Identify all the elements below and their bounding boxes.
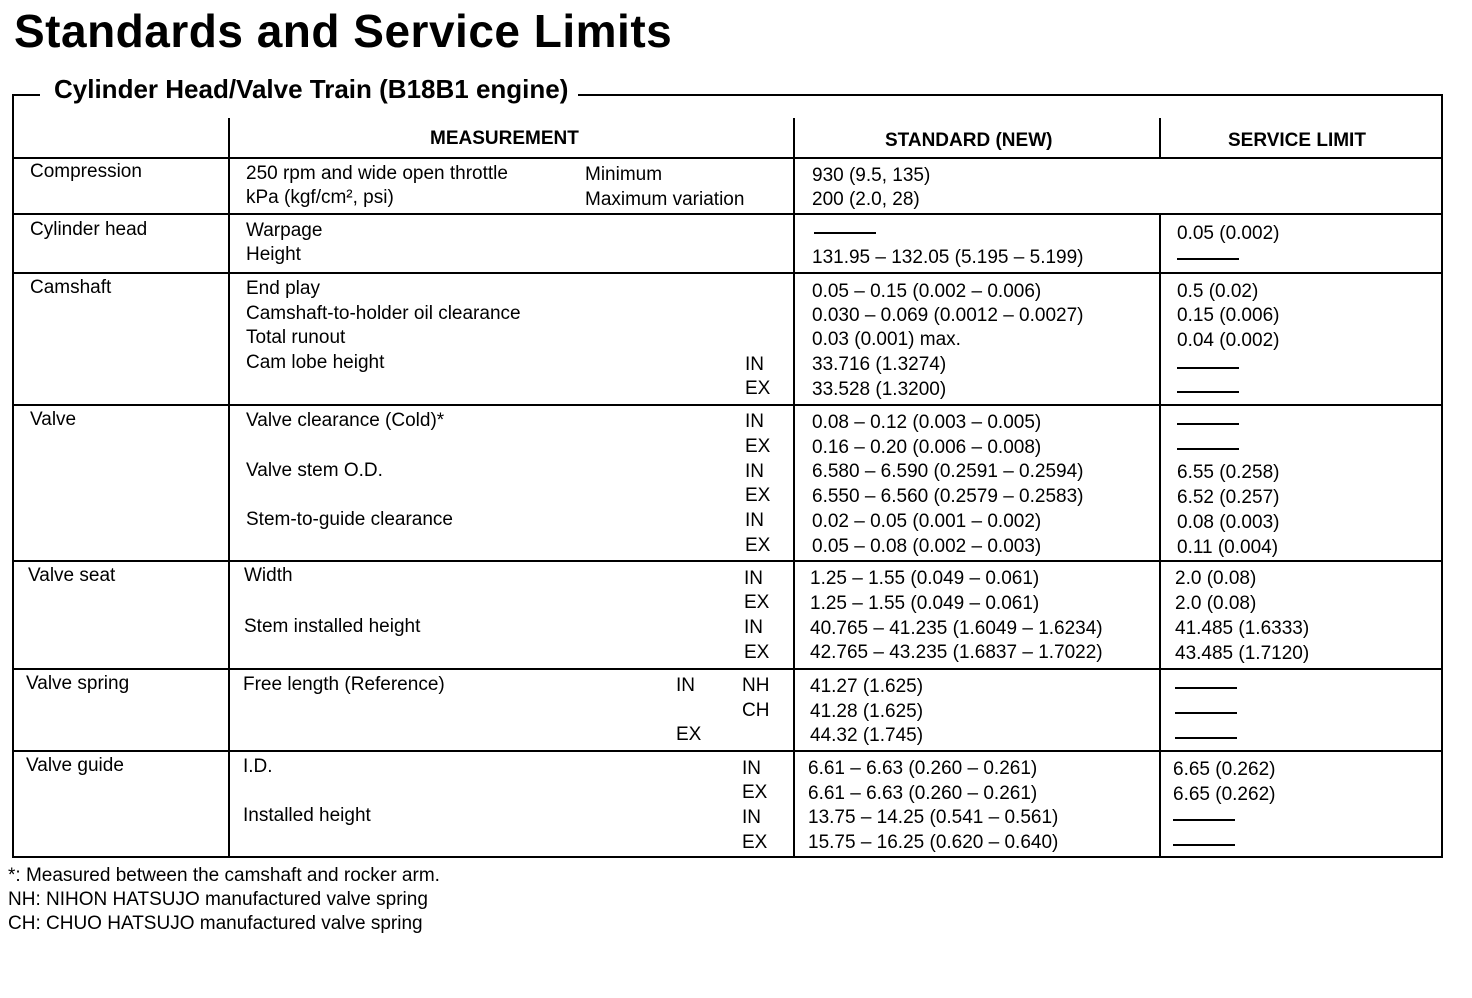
standard-value: 0.03 (0.001) max.	[812, 329, 961, 350]
no-value-dash	[1173, 819, 1235, 821]
item-label: Valve	[30, 409, 77, 430]
no-value-dash	[1175, 712, 1237, 714]
ex-label: EX	[745, 535, 771, 556]
standard-value: 1.25 – 1.55 (0.049 – 0.061)	[810, 593, 1040, 614]
item-label: Valve seat	[28, 565, 116, 586]
standard-value: 33.528 (1.3200)	[812, 379, 947, 400]
section-title: Cylinder Head/Valve Train (B18B1 engine)	[40, 74, 578, 105]
standard-value: 131.95 – 132.05 (5.195 – 5.199)	[812, 247, 1084, 268]
limit-value: 0.11 (0.004)	[1177, 537, 1279, 558]
nh-label: NH	[742, 675, 770, 696]
ex-label: EX	[745, 485, 771, 506]
ex-label: EX	[742, 782, 768, 803]
standard-value: 44.32 (1.745)	[810, 725, 924, 746]
standard-value: 33.716 (1.3274)	[812, 354, 947, 375]
standard-value: 0.05 – 0.08 (0.002 – 0.003)	[812, 536, 1042, 557]
no-value-dash	[1177, 391, 1239, 393]
in-label: IN	[745, 461, 764, 482]
limit-value: 6.65 (0.262)	[1173, 784, 1276, 805]
row-divider	[12, 560, 1443, 562]
standard-value: 13.75 – 14.25 (0.541 – 0.561)	[808, 807, 1059, 828]
no-value-dash	[1177, 448, 1239, 450]
row-divider	[12, 750, 1443, 752]
measurement-text: kPa (kgf/cm², psi)	[246, 187, 394, 208]
header-service-limit: SERVICE LIMIT	[1228, 130, 1366, 151]
limit-value: 6.55 (0.258)	[1177, 462, 1280, 483]
standard-value: 6.580 – 6.590 (0.2591 – 0.2594)	[812, 461, 1084, 482]
measurement-text: Free length (Reference)	[243, 674, 445, 695]
ex-label: EX	[745, 378, 771, 399]
standard-value: 0.08 – 0.12 (0.003 – 0.005)	[812, 412, 1042, 433]
ex-label: EX	[745, 436, 771, 457]
header-row-divider	[12, 157, 1443, 159]
standard-value: 1.25 – 1.55 (0.049 – 0.061)	[810, 568, 1040, 589]
measurement-qualifier: Maximum variation	[585, 189, 745, 210]
item-label: Cylinder head	[30, 219, 148, 240]
measurement-text: Warpage	[246, 220, 323, 241]
standard-value: 41.27 (1.625)	[810, 676, 924, 697]
item-label: Compression	[30, 161, 142, 182]
page-title: Standards and Service Limits	[14, 5, 673, 57]
no-value-dash	[814, 232, 876, 234]
standard-value: 6.550 – 6.560 (0.2579 – 0.2583)	[812, 486, 1084, 507]
in-label: IN	[744, 568, 763, 589]
footnote-ch: CH: CHUO HATSUJO manufactured valve spring	[8, 913, 423, 934]
standard-value: 41.28 (1.625)	[810, 701, 924, 722]
limit-value: 2.0 (0.08)	[1175, 593, 1257, 614]
measurement-text: Cam lobe height	[246, 352, 385, 373]
measurement-qualifier: Minimum	[585, 164, 663, 185]
limit-value: 6.65 (0.262)	[1173, 759, 1276, 780]
measurement-text: Stem-to-guide clearance	[246, 509, 453, 530]
measurement-text: Installed height	[243, 805, 371, 826]
ex-label: EX	[676, 724, 702, 745]
header-measurement: MEASUREMENT	[430, 128, 579, 149]
measurement-text: Valve clearance (Cold)*	[246, 410, 445, 431]
row-divider	[12, 213, 1443, 215]
standard-value: 0.02 – 0.05 (0.001 – 0.002)	[812, 511, 1042, 532]
measurement-text: I.D.	[243, 756, 273, 777]
standard-value: 0.16 – 0.20 (0.006 – 0.008)	[812, 437, 1042, 458]
no-value-dash	[1177, 367, 1239, 369]
in-label: IN	[742, 758, 761, 779]
no-value-dash	[1173, 844, 1235, 846]
measurement-text: Height	[246, 244, 301, 265]
standard-value: 930 (9.5, 135)	[812, 165, 931, 186]
standard-value: 0.030 – 0.069 (0.0012 – 0.0027)	[812, 305, 1084, 326]
in-label: IN	[742, 807, 761, 828]
limit-value: 6.52 (0.257)	[1177, 487, 1280, 508]
standard-value: 40.765 – 41.235 (1.6049 – 1.6234)	[810, 618, 1103, 639]
limit-value: 0.05 (0.002)	[1177, 223, 1280, 244]
no-value-dash	[1175, 687, 1237, 689]
measurement-text: End play	[246, 278, 320, 299]
in-label: IN	[745, 354, 764, 375]
footnote-nh: NH: NIHON HATSUJO manufactured valve spring	[8, 889, 428, 910]
no-value-dash	[1175, 737, 1237, 739]
standard-value: 0.05 – 0.15 (0.002 – 0.006)	[812, 281, 1042, 302]
ex-label: EX	[744, 592, 770, 613]
in-label: IN	[745, 411, 764, 432]
row-divider	[12, 404, 1443, 406]
column-divider	[1159, 214, 1161, 858]
in-label: IN	[744, 617, 763, 638]
standard-value: 15.75 – 16.25 (0.620 – 0.640)	[808, 832, 1059, 853]
limit-value: 0.15 (0.006)	[1177, 305, 1280, 326]
limit-value: 0.08 (0.003)	[1177, 512, 1280, 533]
row-divider	[12, 272, 1443, 274]
ex-label: EX	[742, 832, 768, 853]
item-label: Valve spring	[26, 673, 130, 694]
standard-value: 42.765 – 43.235 (1.6837 – 1.7022)	[810, 642, 1103, 663]
measurement-text: Width	[244, 565, 293, 586]
in-label: IN	[676, 675, 695, 696]
standard-value: 6.61 – 6.63 (0.260 – 0.261)	[808, 758, 1038, 779]
header-standard: STANDARD (NEW)	[885, 130, 1053, 151]
measurement-text: Stem installed height	[244, 616, 421, 637]
limit-value: 43.485 (1.7120)	[1175, 643, 1310, 664]
standard-value: 200 (2.0, 28)	[812, 189, 920, 210]
footnote-asterisk: *: Measured between the camshaft and rocker arm.	[8, 865, 440, 886]
measurement-text: Camshaft-to-holder oil clearance	[246, 303, 521, 324]
limit-value: 2.0 (0.08)	[1175, 568, 1257, 589]
measurement-text: Valve stem O.D.	[246, 460, 383, 481]
column-divider	[793, 118, 795, 858]
column-divider	[228, 118, 230, 858]
row-divider	[12, 668, 1443, 670]
no-value-dash	[1177, 258, 1239, 260]
standard-value: 6.61 – 6.63 (0.260 – 0.261)	[808, 783, 1038, 804]
measurement-text: 250 rpm and wide open throttle	[246, 163, 508, 184]
item-label: Camshaft	[30, 277, 112, 298]
limit-value: 0.5 (0.02)	[1177, 281, 1259, 302]
measurement-text: Total runout	[246, 327, 346, 348]
ex-label: EX	[744, 642, 770, 663]
in-label: IN	[745, 510, 764, 531]
no-value-dash	[1177, 423, 1239, 425]
limit-value: 41.485 (1.6333)	[1175, 618, 1310, 639]
column-divider	[1159, 118, 1161, 158]
ch-label: CH	[742, 700, 770, 721]
item-label: Valve guide	[26, 755, 124, 776]
limit-value: 0.04 (0.002)	[1177, 330, 1280, 351]
